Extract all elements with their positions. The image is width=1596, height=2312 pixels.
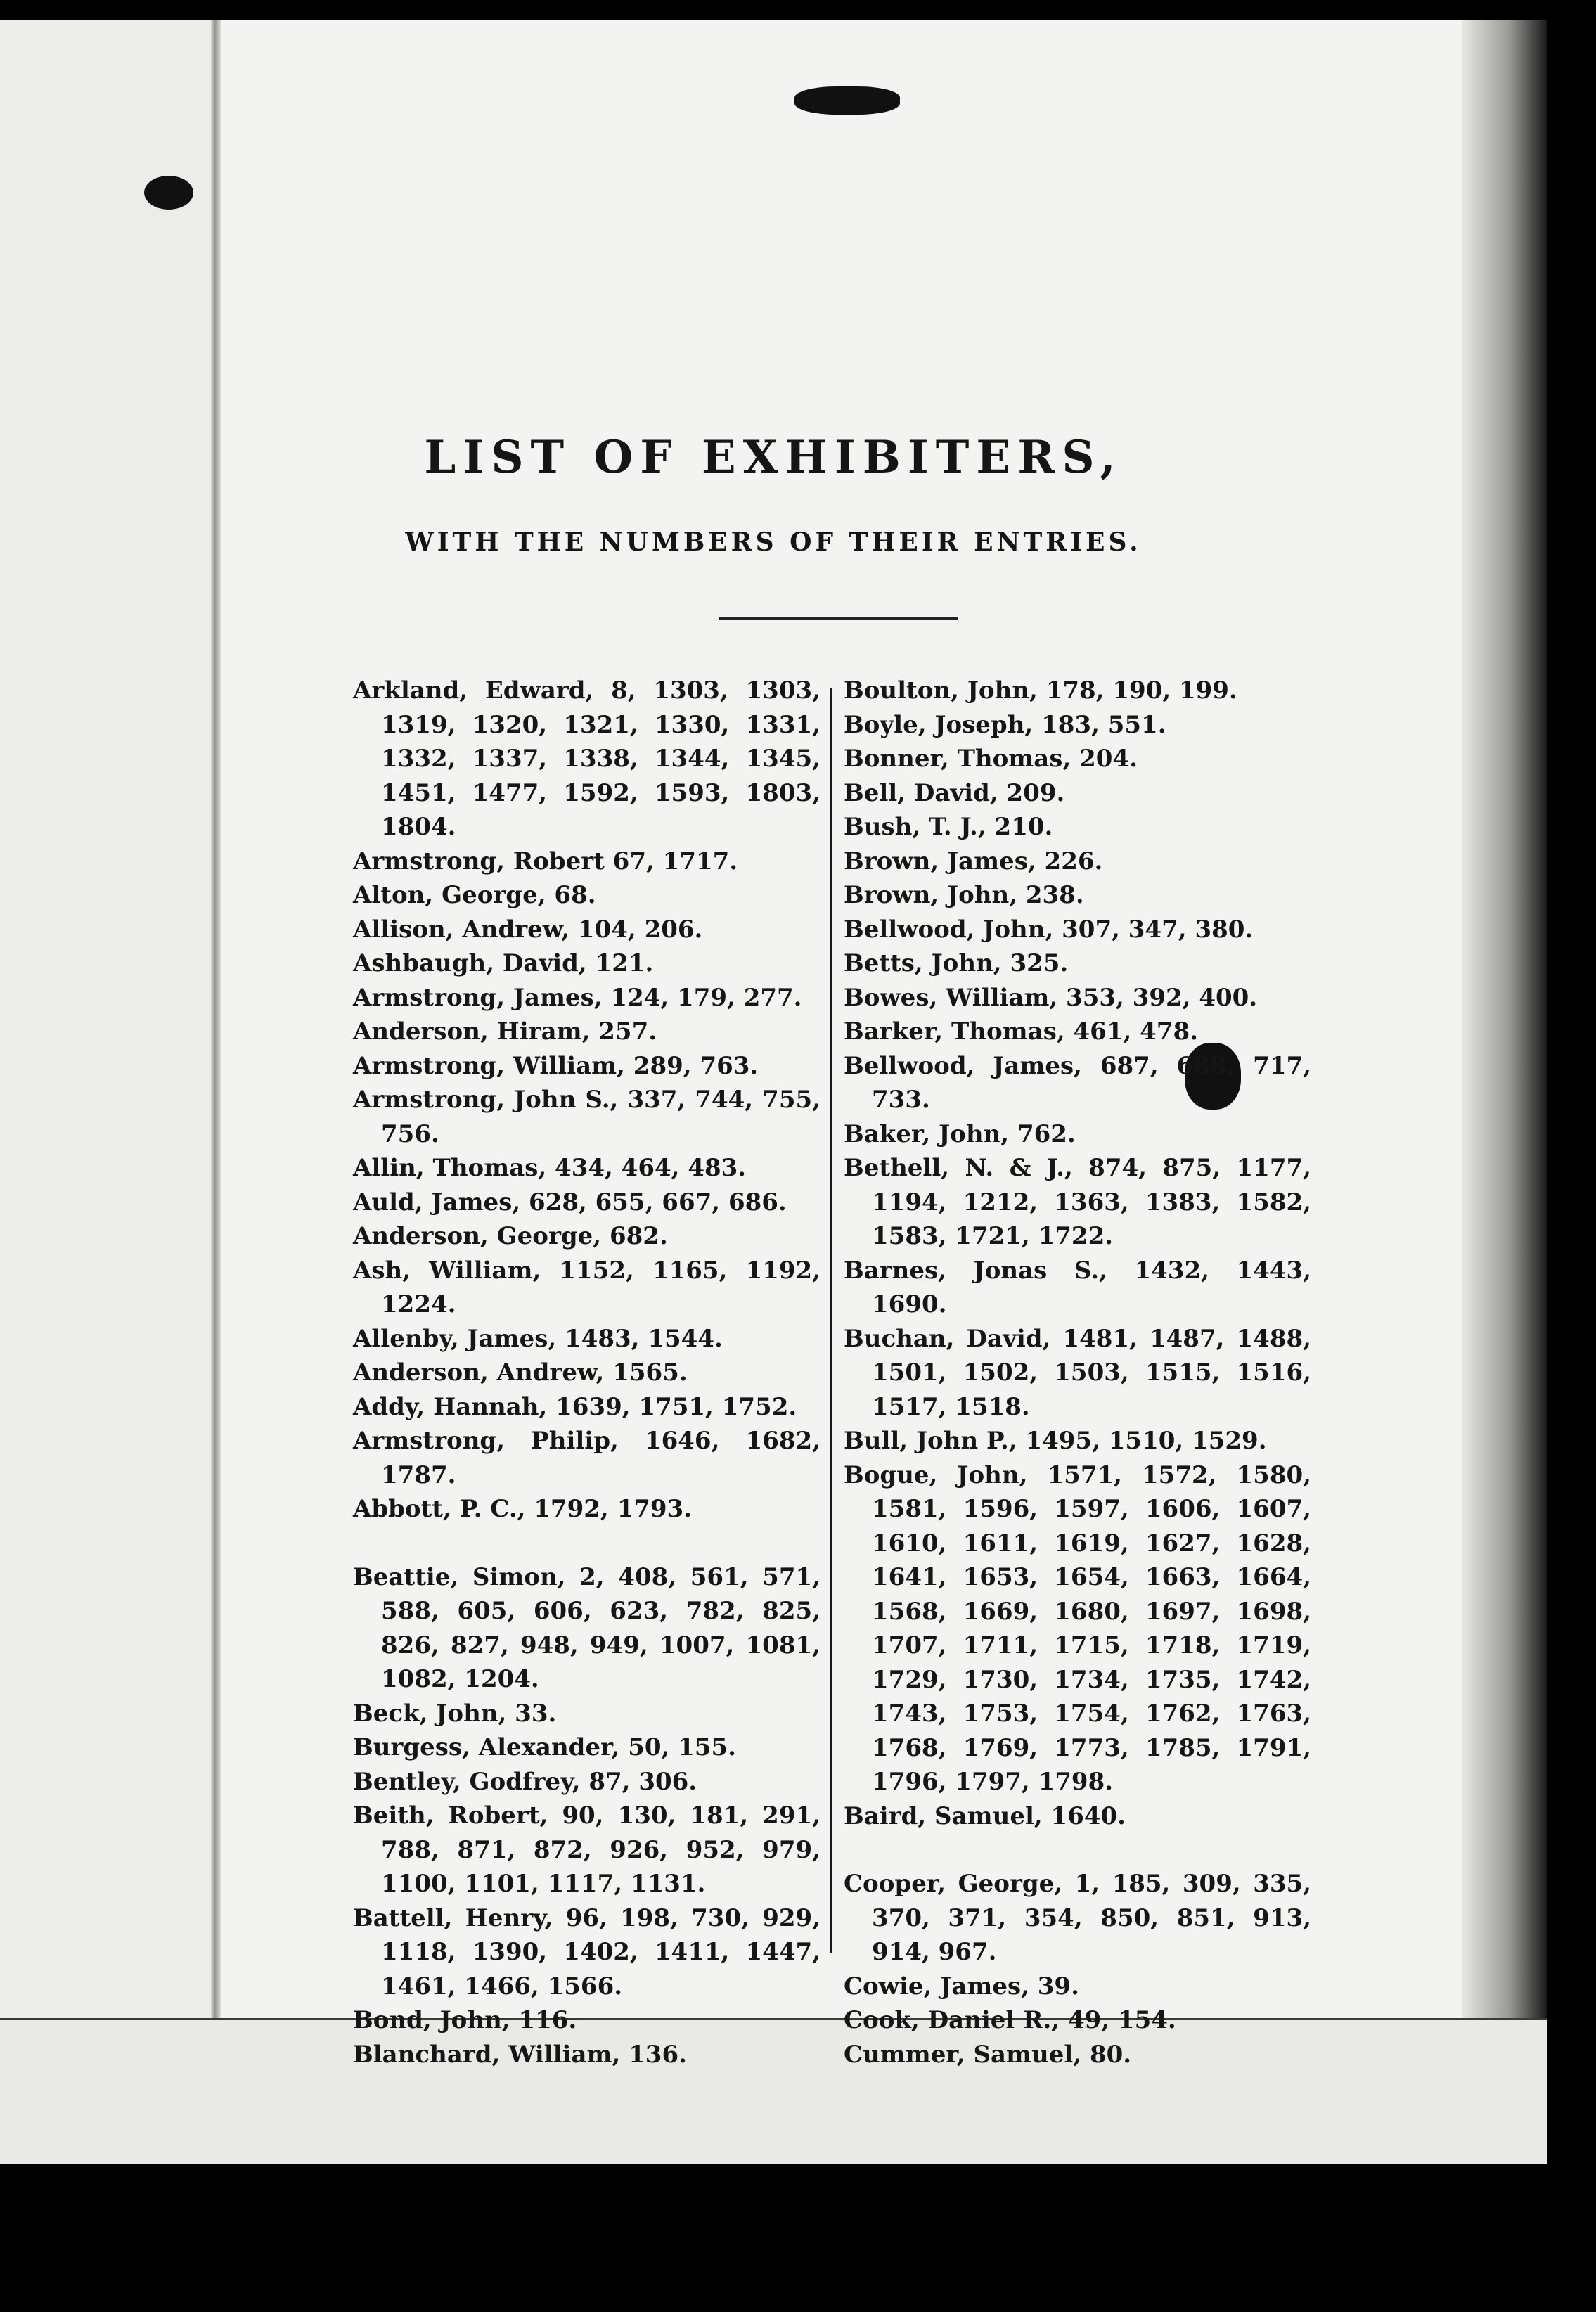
exhibitor-entry: Beith, Robert, 90, 130, 181, 291, 788, 871, 872, 926, 952, 979, 1100, 1101, 1117, 1131. [353,1802,820,1898]
page-subtitle: WITH THE NUMBERS OF THEIR ENTRIES. [405,527,1142,557]
exhibitor-entry: Cook, Daniel R., 49, 154. [844,2006,1176,2034]
exhibitor-entry: Allin, Thomas, 434, 464, 483. [353,1154,747,1182]
scanned-page [0,20,1547,2164]
exhibitor-entry: Bonner, Thomas, 204. [844,745,1138,773]
exhibitor-entry: Armstrong, John S., 337, 744, 755, 756. [353,1086,820,1148]
title-rule [719,617,958,620]
column-divider [830,688,832,1953]
exhibitor-entry: Beattie, Simon, 2, 408, 561, 571, 588, 605, 606, 623, 782, 825, 826, 827, 948, 949, 1007, 1081, 1082, 1204. [353,1562,820,1693]
exhibitor-entry: Anderson, Andrew, 1565. [353,1359,688,1387]
exhibitor-entry: Cooper, George, 1, 185, 309, 335, 370, 371, 354, 850, 851, 913, 914, 967. [844,1870,1311,1966]
exhibitor-entry: Armstrong, James, 124, 179, 277. [353,983,802,1012]
exhibitor-entry: Buchan, David, 1481, 1487, 1488, 1501, 1502, 1503, 1515, 1516, 1517, 1518. [844,1324,1311,1421]
exhibitor-entry: Cummer, Samuel, 80. [844,2040,1132,2069]
left-column [353,674,820,2072]
exhibitor-entry: Bush, T. J., 210. [844,813,1053,841]
exhibitor-entry: Cowie, James, 39. [844,1972,1079,2000]
exhibitor-entry: Addy, Hannah, 1639, 1751, 1752. [353,1392,797,1421]
group-spacer [353,1527,820,1560]
exhibitor-entry: Abbott, P. C., 1792, 1793. [353,1495,693,1523]
exhibitor-entry: Boulton, John, 178, 190, 199. [844,676,1237,705]
exhibitor-entry: Beck, John, 33. [353,1699,557,1728]
exhibitor-entry: Anderson, George, 682. [353,1222,668,1250]
exhibitor-entry: Baker, John, 762. [844,1119,1076,1148]
exhibitor-entry: Bentley, Godfrey, 87, 306. [353,1767,697,1796]
exhibitor-entry: Auld, James, 628, 655, 667, 686. [353,1188,787,1216]
exhibitor-entry: Ash, William, 1152, 1165, 1192, 1224. [353,1256,820,1318]
exhibitor-entry: Baird, Samuel, 1640. [844,1802,1126,1830]
exhibitor-entry: Betts, John, 325. [844,949,1069,977]
page-right-edge [1462,20,1547,2164]
exhibitor-entry: Burgess, Alexander, 50, 155. [353,1733,736,1761]
exhibitor-entry: Arkland, Edward, 8, 1303, 1303, 1319, 1320, 1321, 1330, 1331, 1332, 1337, 1338, 1344, 1345, 1451, 1477, 1592, 1593, 1803, 1804. [353,676,820,841]
exhibitor-entry: Bond, John, 116. [353,2006,577,2034]
exhibitor-entry: Allison, Andrew, 104, 206. [353,915,703,944]
exhibitor-entry: Barnes, Jonas S., 1432, 1443, 1690. [844,1256,1311,1318]
exhibitor-entry: Battell, Henry, 96, 198, 730, 929, 1118, 1390, 1402, 1411, 1447, 1461, 1466, 1566. [353,1903,820,2000]
exhibitor-entry: Bogue, John, 1571, 1572, 1580, 1581, 1596, 1597, 1606, 1607, 1610, 1611, 1619, 1627, 1628, 1641, 1653, 1654, 1663, 1664, 1568, 1669, 1680, 1697, 1698, 1707, 1711, 1715, 1718, 1719, 1729, 1730, 1734, 1735, 1742, 1743, 1753, 1754, 1762, 1763, 1768, 1769, 1773, 1785, 1791, 1796, 1797, 1798. [844,1460,1311,1796]
page-title: LIST OF EXHIBITERS, [424,431,1123,484]
exhibitor-entry: Bellwood, James, 687, 688, 717, 733. [844,1051,1311,1114]
group-spacer [844,1833,1311,1867]
exhibitor-entry: Armstrong, William, 289, 763. [353,1051,759,1080]
exhibitor-entry: Ashbaugh, David, 121. [353,949,654,977]
exhibitor-entry: Allenby, James, 1483, 1544. [353,1324,723,1353]
exhibitor-entry: Armstrong, Robert 67, 1717. [353,847,738,875]
exhibitor-entry: Bellwood, John, 307, 347, 380. [844,915,1254,944]
right-column [844,674,1311,2072]
exhibitor-entry: Blanchard, William, 136. [353,2040,687,2069]
left-margin [0,20,211,2164]
binding-edge [211,20,221,2164]
exhibitor-entry: Boyle, Joseph, 183, 551. [844,710,1166,739]
exhibitor-entry: Barker, Thomas, 461, 478. [844,1017,1198,1046]
exhibitor-entry: Bull, John P., 1495, 1510, 1529. [844,1427,1267,1455]
exhibitor-entry: Armstrong, Philip, 1646, 1682, 1787. [353,1427,820,1489]
ink-blot-top [794,86,900,115]
exhibitor-entry: Anderson, Hiram, 257. [353,1017,657,1046]
exhibitor-entry: Brown, John, 238. [844,881,1084,909]
exhibitor-entry: Brown, James, 226. [844,847,1103,875]
exhibitor-entry: Bowes, William, 353, 392, 400. [844,983,1258,1012]
ink-blot-left [144,176,193,210]
exhibitor-entry: Bethell, N. & J., 874, 875, 1177, 1194, 1212, 1363, 1383, 1582, 1583, 1721, 1722. [844,1154,1311,1250]
exhibitor-entry: Alton, George, 68. [353,881,596,909]
exhibitor-entry: Bell, David, 209. [844,778,1065,807]
